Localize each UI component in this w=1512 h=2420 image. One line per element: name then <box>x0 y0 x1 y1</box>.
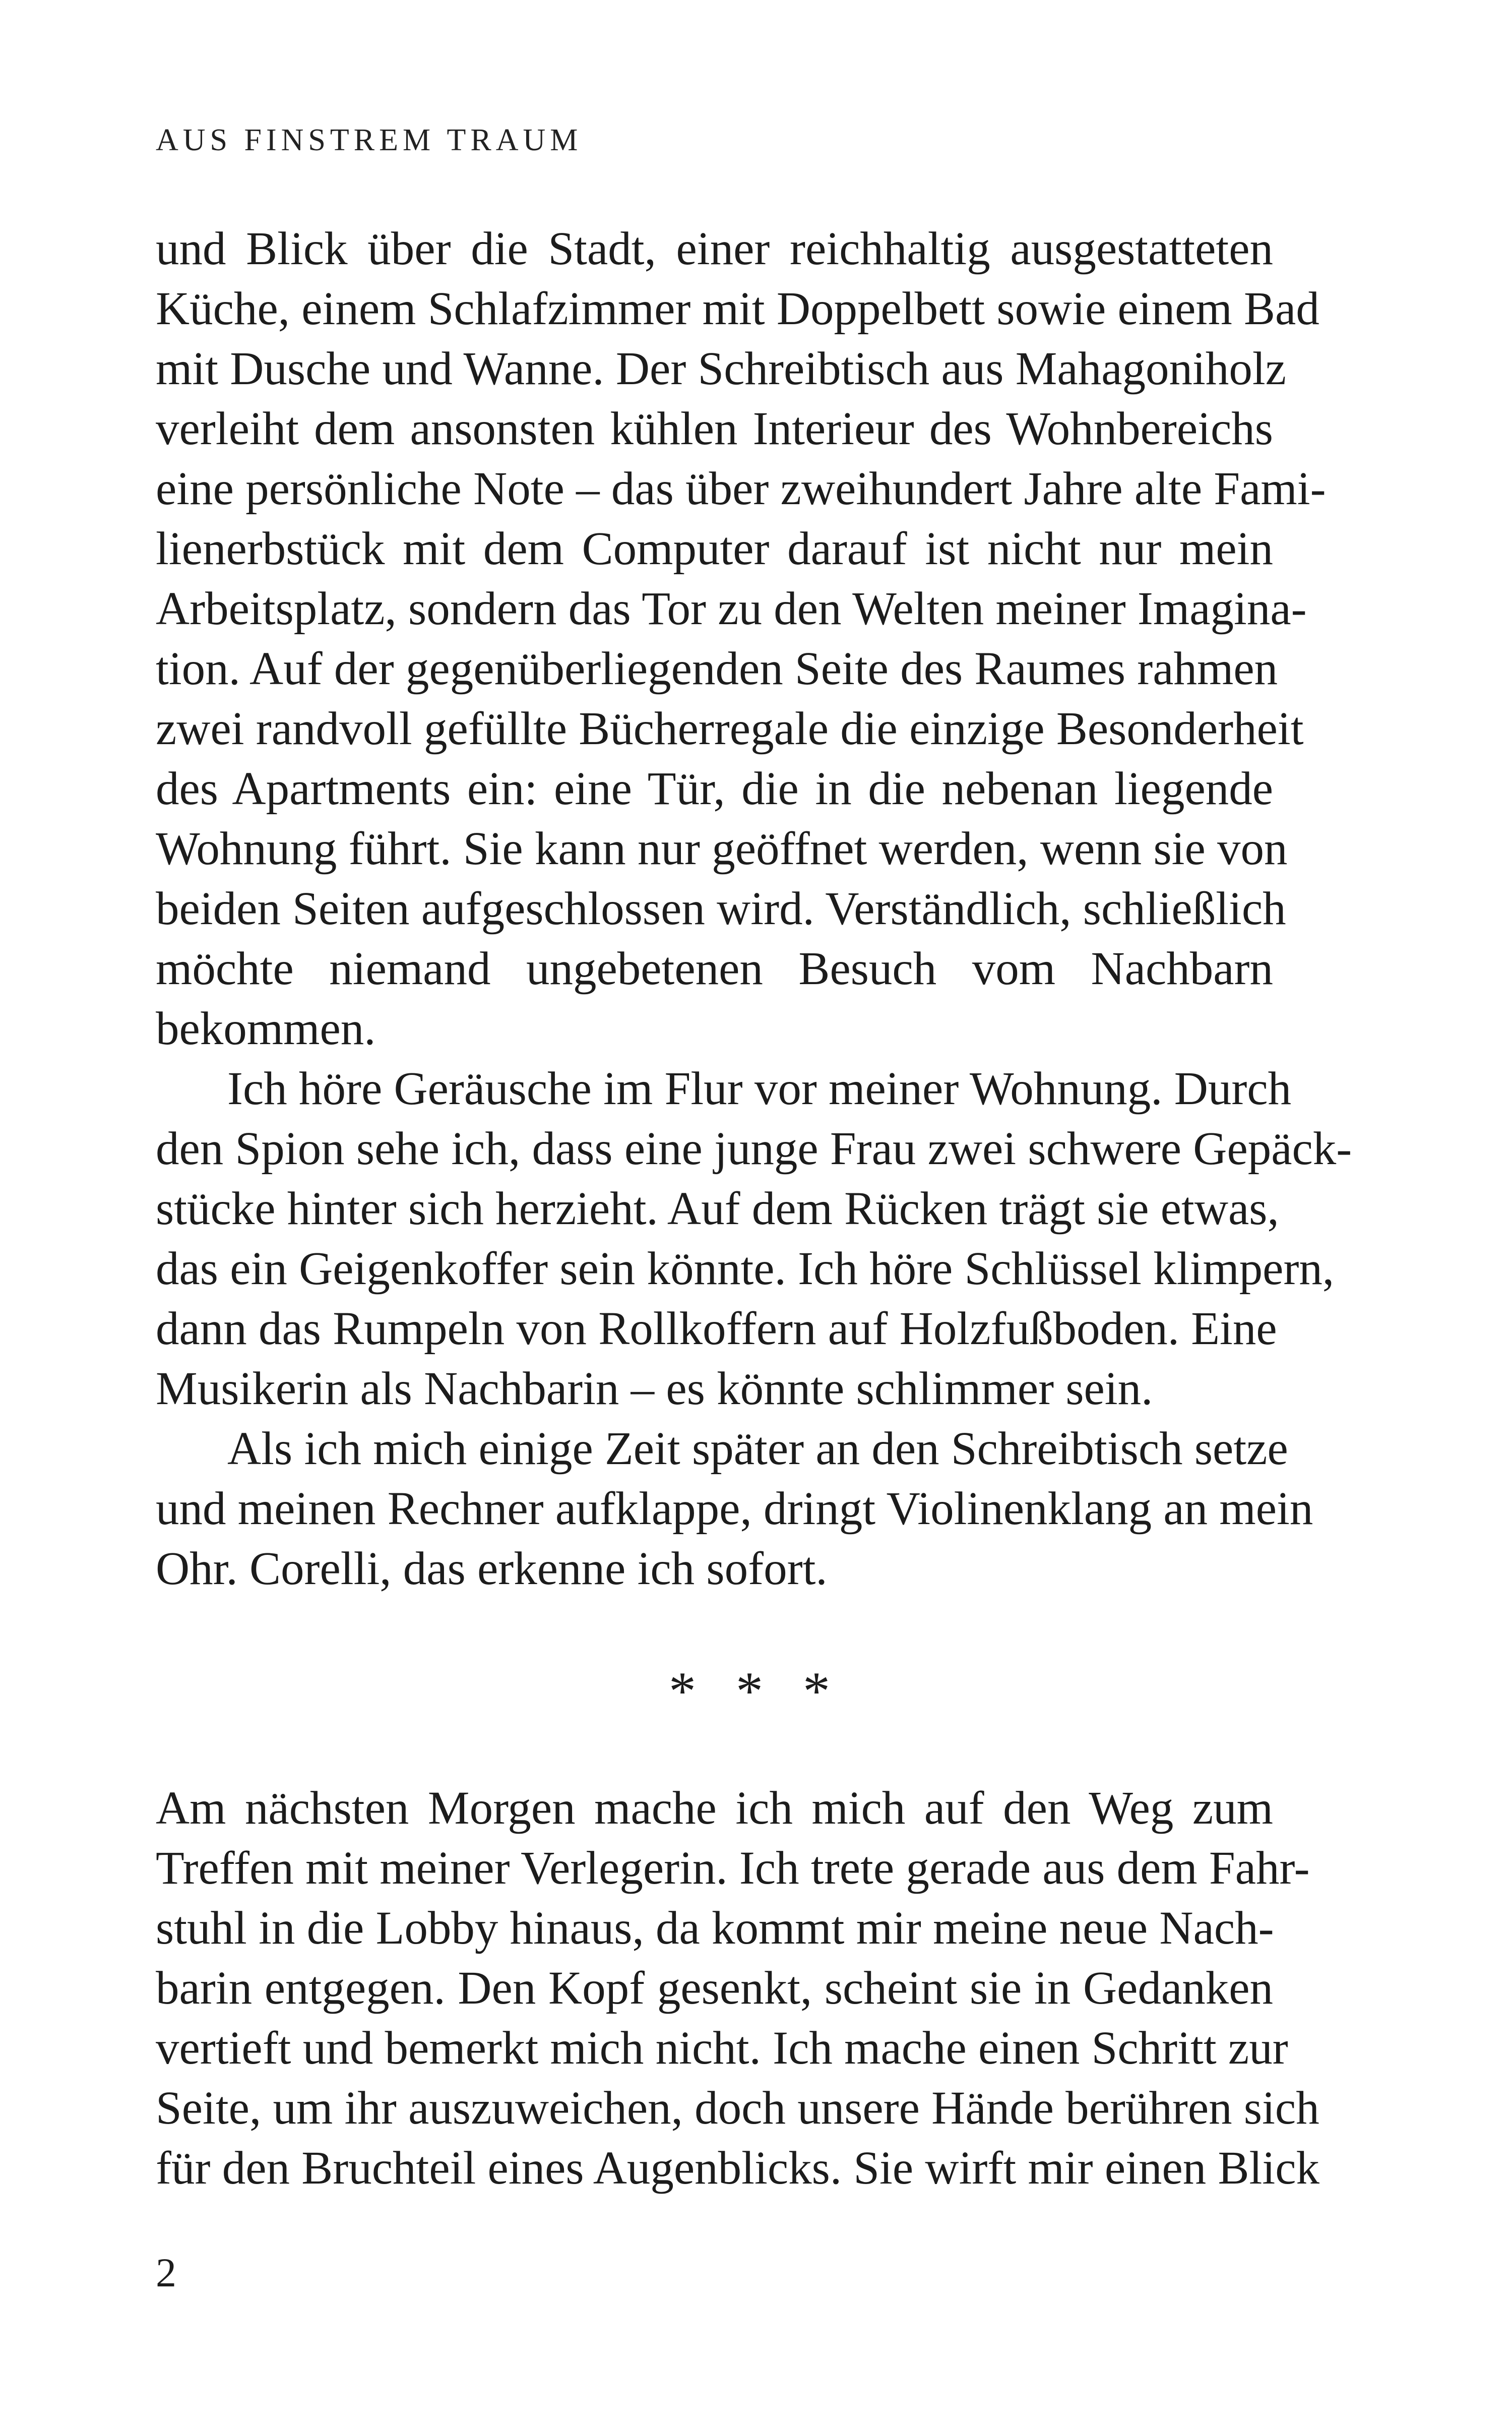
text-line: tion. Auf der gegenüberliegenden Seite des Raumes rahmen <box>156 643 1278 695</box>
text-line: zwei randvoll gefüllte Bücherregale die einzige Besonderheit <box>156 703 1304 755</box>
text-line: stücke hinter sich herzieht. Auf dem Rücken trägt sie etwas, <box>156 1183 1279 1235</box>
text-line: und meinen Rechner aufklappe, dringt Violinenklang an mein <box>156 1483 1313 1535</box>
text-line: mit Dusche und Wanne. Der Schreibtisch aus Mahagoniholz <box>156 343 1286 395</box>
paragraph-first-line: Als ich mich einige Zeit später an den Schreibtisch setze <box>227 1423 1288 1475</box>
text-line: des Apartments ein: eine Tür, die in die nebenan liegende <box>156 763 1273 815</box>
text-line: Treffen mit meiner Verlegerin. Ich trete gerade aus dem Fahr- <box>156 1842 1310 1894</box>
page-number: 2 <box>156 2250 176 2295</box>
text-line: eine persönliche Note – das über zweihundert Jahre alte Fami- <box>156 463 1326 515</box>
text-line: lienerbstück mit dem Computer darauf ist nicht nur mein <box>156 523 1273 575</box>
text-line: Seite, um ihr auszuweichen, doch unsere Hände berühren sich <box>156 2082 1319 2134</box>
text-line: den Spion sehe ich, dass eine junge Frau zwei schwere Gepäck- <box>156 1123 1352 1175</box>
text-line: Küche, einem Schlafzimmer mit Doppelbett sowie einem Bad <box>156 283 1319 335</box>
paragraph-first-line: Ich höre Geräusche im Flur vor meiner Wohnung. Durch <box>227 1063 1292 1115</box>
text-line: beiden Seiten aufgeschlossen wird. Verständlich, schließlich <box>156 883 1286 935</box>
section-divider: * * * <box>669 1661 843 1721</box>
text-line: Wohnung führt. Sie kann nur geöffnet werden, wenn sie von <box>156 823 1288 875</box>
text-line: barin entgegen. Den Kopf gesenkt, scheint sie in Gedanken <box>156 1962 1273 2014</box>
text-line: Arbeitsplatz, sondern das Tor zu den Welten meiner Imagina- <box>156 583 1307 635</box>
text-line: vertieft und bemerkt mich nicht. Ich mache einen Schritt zur <box>156 2022 1288 2074</box>
text-line: stuhl in die Lobby hinaus, da kommt mir meine neue Nach- <box>156 1902 1274 1954</box>
text-line: und Blick über die Stadt, einer reichhaltig ausgestatteten <box>156 223 1273 275</box>
text-line: bekommen. <box>156 1003 376 1055</box>
running-head: AUS FINSTREM TRAUM <box>156 123 583 157</box>
text-line: für den Bruchteil eines Augenblicks. Sie wirft mir einen Blick <box>156 2142 1319 2194</box>
text-line: dann das Rumpeln von Rollkoffern auf Holzfußboden. Eine <box>156 1303 1277 1355</box>
text-line: möchte niemand ungebetenen Besuch vom Nachbarn <box>156 943 1273 995</box>
text-line: das ein Geigenkoffer sein könnte. Ich höre Schlüssel klimpern, <box>156 1243 1335 1295</box>
text-line: Ohr. Corelli, das erkenne ich sofort. <box>156 1543 828 1595</box>
text-line: verleiht dem ansonsten kühlen Interieur des Wohnbereichs <box>156 403 1273 455</box>
text-line: Musikerin als Nachbarin – es könnte schlimmer sein. <box>156 1363 1153 1415</box>
section-first-line: Am nächsten Morgen mache ich mich auf den Weg zum <box>156 1782 1273 1834</box>
